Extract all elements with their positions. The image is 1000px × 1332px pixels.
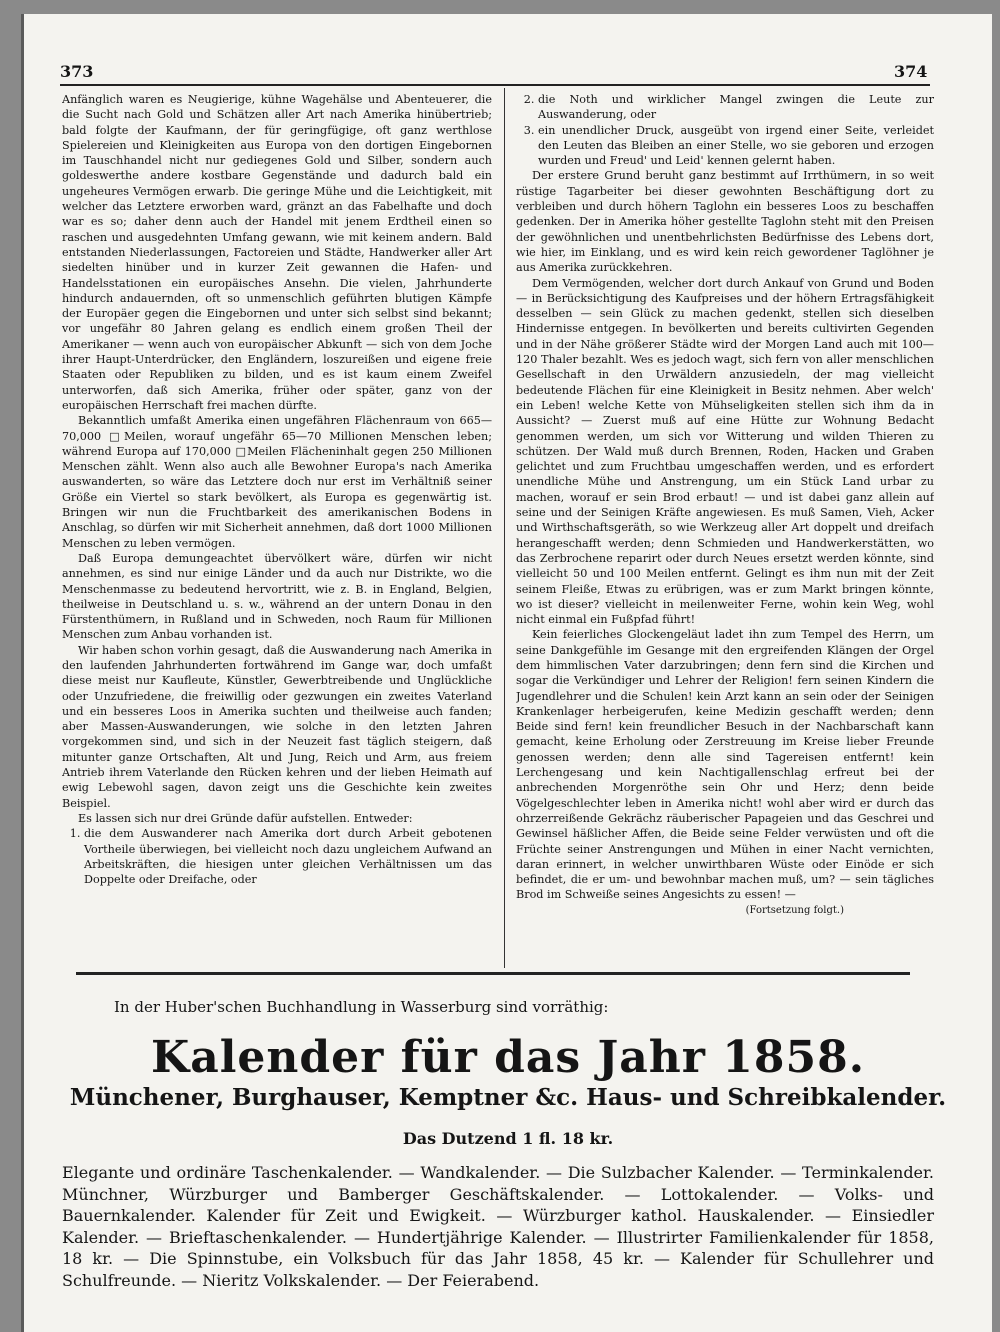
page-number-right: 374 xyxy=(894,62,928,81)
paragraph: Anfänglich waren es Neugierige, kühne Wagehälse und Abenteuerer, die die Sucht nach Gold und Schätzen aller Art nach Amerika hinübertrieb; bald folgte der Kaufmann, der für geringfügige, oft ganz werthlose Spielereien und Kleinigkeiten aus Europa von den dortigen Eingebornen im Tauschhandel nicht nur gediegenes Gold und Silber, sondern auch goldeswerthe andere kostbare Gegenstände und dadurch bald ein ungeheures Vermögen erwarb. Die geringe Mühe und die Leichtigkeit, mit welcher das Letztere erworben ward, gränzt an das Fabelhafte und doch war es so; daher denn auch der Handel mit jenem Erdtheil einen so raschen und ausgedehnten Umfang gewann, wie mit keinem andern. Bald entstanden Niederlassungen, Factoreien und Städte, Handwerker aller Art siedelten hinüber und in kurzer Zeit gewannen die Hafen- und Handelsstationen ein europäisches Ansehn. Die vielen, Jahrhunderte hindurch andauernden, oft so unmenschlich geführten blutigen Kämpfe der Europäer gegen die Eingebornen und unter sich selbst sind bekannt; vor ungefähr 80 Jahren gelang es endlich einem großen Theil der Amerikaner — wenn auch von europäischer Abkunft — sich von dem Joche ihrer Haupt-Unterdrücker, den Engländern, loszureißen und eigene freie Staaten oder Republiken zu bilden, und es ist kaum einem Zweifel unterworfen, daß sich Amerika, früher oder später, ganz von der europäischen Herrschaft frei machen dürfte. xyxy=(62,93,492,412)
paragraph: Dem Vermögenden, welcher dort durch Ankauf von Grund und Boden — in Berücksichtigung des Kaufpreises und der höhern Ertragsfähigkeit desselben — sein Glück zu machen gedenkt, stellen sich dieselben Hindernisse entgegen. In bevölkerten und bereits cultivirten Gegenden und in der Nähe größerer Städte wird der Morgen Land auch mit 100—120 Thaler bezahlt. Wes es jedoch wagt, sich fern von aller menschlichen Gesellschaft in den Urwäldern anzusiedeln, der mag vielleicht bedeutende Flächen für eine Kleinigkeit in Besitz nehmen. Aber welch' ein Leben! welche Kette von Mühseligkeiten stellen sich ihm da in Aussicht? — Zuerst muß auf eine Hütte zur Wohnung Bedacht genommen werden, um sich vor Witterung und wilden Thieren zu schützen. Der Wald muß durch Brennen, Roden, Hacken und Graben gelichtet und zum Fruchtbau umgeschaffen werden, und es erfordert unendliche Mühe und Anstrengung, um ein Stück Land urbar zu machen, worauf er sein Brod erbaut! — und ist dabei ganz allein auf seine und der Seinigen Kräfte angewiesen. Es muß Samen, Vieh, Acker und Wirthschaftsgeräth, so wie Werkzeug aller Art doppelt und dreifach herangeschafft werden; denn Schmieden und Handwerkerstätten, wo das Zerbrochene reparirt oder durch Neues ersetzt werden könnte, sind vielleicht 50 und 100 Meilen entfernt. Gelingt es ihm nun mit der Zeit seinem Fleiße, Etwas zu erübrigen, was er zum Markt bringen könnte, wo ist dieser? vielleicht in meilenweiter Ferne, wohin kein Weg, wohl nicht einmal ein Fußpfad führt! xyxy=(516,276,934,627)
paragraph: Kein feierliches Glockengeläut ladet ihn zum Tempel des Herrn, um seine Dankgefühle im Gesange mit den ergreifenden Klängen der Orgel dem himmlischen Vater darzubringen; denn fern sind die Kirchen und sogar die Verkündiger und Lehrer der Religion! fern seinen Kindern die Jugendlehrer und die Schulen! kein Arzt kann an sein oder der Seinigen Krankenlager herbeigerufen, keine Medizin geschafft werden; denn Beide sind fern! kein freundlicher Besuch in der Nachbarschaft kann gemacht, keine Erholung oder Zerstreuung im Kreise lieber Freunde genossen werden; denn alle sind Tagereisen entfernt! kein Lerchengesang und kein Nachtigallenschlag erfreut bei der anbrechenden Morgenröthe sein Ohr und Herz; denn beide Vögelgeschlechter leben in Amerika nicht! wohl aber wird er durch das ohrzerreißende Gekrächz räuberischer Papageien und das Geschrei und Gewinsel häßlicher Affen, die Beide seine Felder verwüsten und oft die Früchte seiner Anstrengungen und Mühen in einer Nacht vernichten, daran erinnert, in welcher unwirthbaren Wüste oder Einöde er sich befindet, die er um- und bewohnbar machen muß, um? — sein tägliches Brod im Schweiße seines Angesichts zu essen! — xyxy=(516,628,934,902)
paragraph: Es lassen sich nur drei Gründe dafür aufstellen. Entweder: xyxy=(78,811,413,825)
paragraph: Bekanntlich umfaßt Amerika einen ungefähren Flächenraum von 665—70,000 □Meilen, worauf ungefähr 65—70 Millionen Menschen leben; während Europa auf 170,000 □Meilen Flächeninhalt gegen 250 Millionen Menschen zählt. Wenn also auch alle Bewohner Europa's nach Amerika auswanderten, so wäre das Letztere doch nur erst im Verhältniß seiner Größe ein Viertel so stark bevölkert, als Europa es gegenwärtig ist. Bringen wir nun die Fruchtbarkeit des amerikanischen Bodens in Anschlag, so dürfen wir mit Sicherheit annehmen, daß dort 1000 Millionen Menschen zu leben vermögen. xyxy=(62,414,492,550)
advertisement-title: Kalender für das Jahr 1858. xyxy=(150,1032,866,1083)
column-divider xyxy=(504,88,505,968)
advertisement-intro: In der Huber'schen Buchhandlung in Wasserburg sind vorräthig: xyxy=(114,998,609,1016)
continuation-note: (Fortsetzung folgt.) xyxy=(745,904,844,916)
paragraph: Daß Europa demungeachtet übervölkert wäre, dürfen wir nicht annehmen, es sind nur einige Länder und da auch nur Distrikte, wo die Menschenmasse zu bedeutend hervortritt, wie z. B. in England, Belgien, theilweise in Deutschland u. s. w., während an der untern Donau in den Fürstenthümern, in Rußland und in Schweden, noch Raum für Millionen Menschen zum Anbau vorhanden ist. xyxy=(62,551,492,642)
header-rule xyxy=(60,84,930,86)
advertisement-price: Das Dutzend 1 fl. 18 kr. xyxy=(402,1129,614,1148)
left-column xyxy=(62,92,492,952)
paragraph: Wir haben schon vorhin gesagt, daß die Auswanderung nach Amerika in den laufenden Jahrhunderten fortwährend im Gange war, doch umfaßt diese meist nur Kaufleute, Künstler, Gewerbtreibende und Unglückliche oder Unzufriedene, die freiwillig oder gezwungen ein zweites Vaterland und ein besseres Loos in Amerika suchten und theilweise auch fanden; aber Massen-Auswanderungen, wie solche in den letzten Jahren vorgekommen sind, und sich in der Neuzeit fast täglich steigern, daß mitunter ganze Ortschaften, Alt und Jung, Reich und Arm, aus freiem Antrieb ihrem Vaterlande den Rücken kehren und der lieben Heimath auf ewig Lebewohl sagen, davon zeigt uns die Geschichte kein zweites Beispiel. xyxy=(62,643,492,810)
list-item: 1. die dem Auswanderer nach Amerika dort durch Arbeit gebotenen Vortheile überwiegen, bei vielleicht noch dazu ungleichem Aufwand an Arbeitskräften, die hiesigen unter gleichen Verhältnissen um das Doppelte oder Dreifache, oder xyxy=(84,826,492,887)
page-number-left: 373 xyxy=(60,62,94,81)
reasons-list-part2 xyxy=(516,92,934,168)
right-column xyxy=(516,92,934,952)
reasons-list-part1 xyxy=(62,826,492,887)
paragraph: Der erstere Grund beruht ganz bestimmt auf Irrthümern, in so weit rüstige Tagarbeiter bei dieser gewohnten Beschäftigung dort zu verbleiben und durch höhern Taglohn ein besseres Loos zu beschaffen gedenken. Der in Amerika höher gestellte Taglohn steht mit den Preisen der gewöhnlichen und unentbehrlichsten Bedürfnisse des Lebens dort, wie hier, im Einklang, und es wird kein reich gewordener Taglöhner je aus Amerika zurückkehren. xyxy=(516,169,934,275)
list-item: 3. ein unendlicher Druck, ausgeübt von irgend einer Seite, verleidet den Leuten das Bleiben an einer Stelle, wo sie geboren und erzogen wurden und Freud' und Leid' kennen gelernt haben. xyxy=(538,123,934,169)
advertisement-body: Elegante und ordinäre Taschenkalender. — Wandkalender. — Die Sulzbacher Kalender. — Terminkalender. Münchner, Würzburger und Bamberger Geschäftskalender. — Lottokalender. — Volks- und Bauernkalender. Kalender für Zeit und Ewigkeit. — Würzburger kathol. Hauskalender. — Einsiedler Kalender. — Brieftaschenkalender. — Hundertjährige Kalender. — Illustrirter Familienkalender für 1858, 18 kr. — Die Spinnstube, ein Volksbuch für das Jahr 1858, 45 kr. — Kalender für Schullehrer und Schulfreunde. — Nieritz Volkskalender. — Der Feierabend. xyxy=(62,1163,934,1290)
list-item: 2. die Noth und wirklicher Mangel zwingen die Leute zur Auswanderung, oder xyxy=(538,92,934,123)
advertisement-subtitle: Münchener, Burghauser, Kemptner &c. Haus- und Schreibkalender. xyxy=(69,1084,947,1111)
section-rule xyxy=(76,972,910,975)
newspaper-page xyxy=(24,14,992,1332)
